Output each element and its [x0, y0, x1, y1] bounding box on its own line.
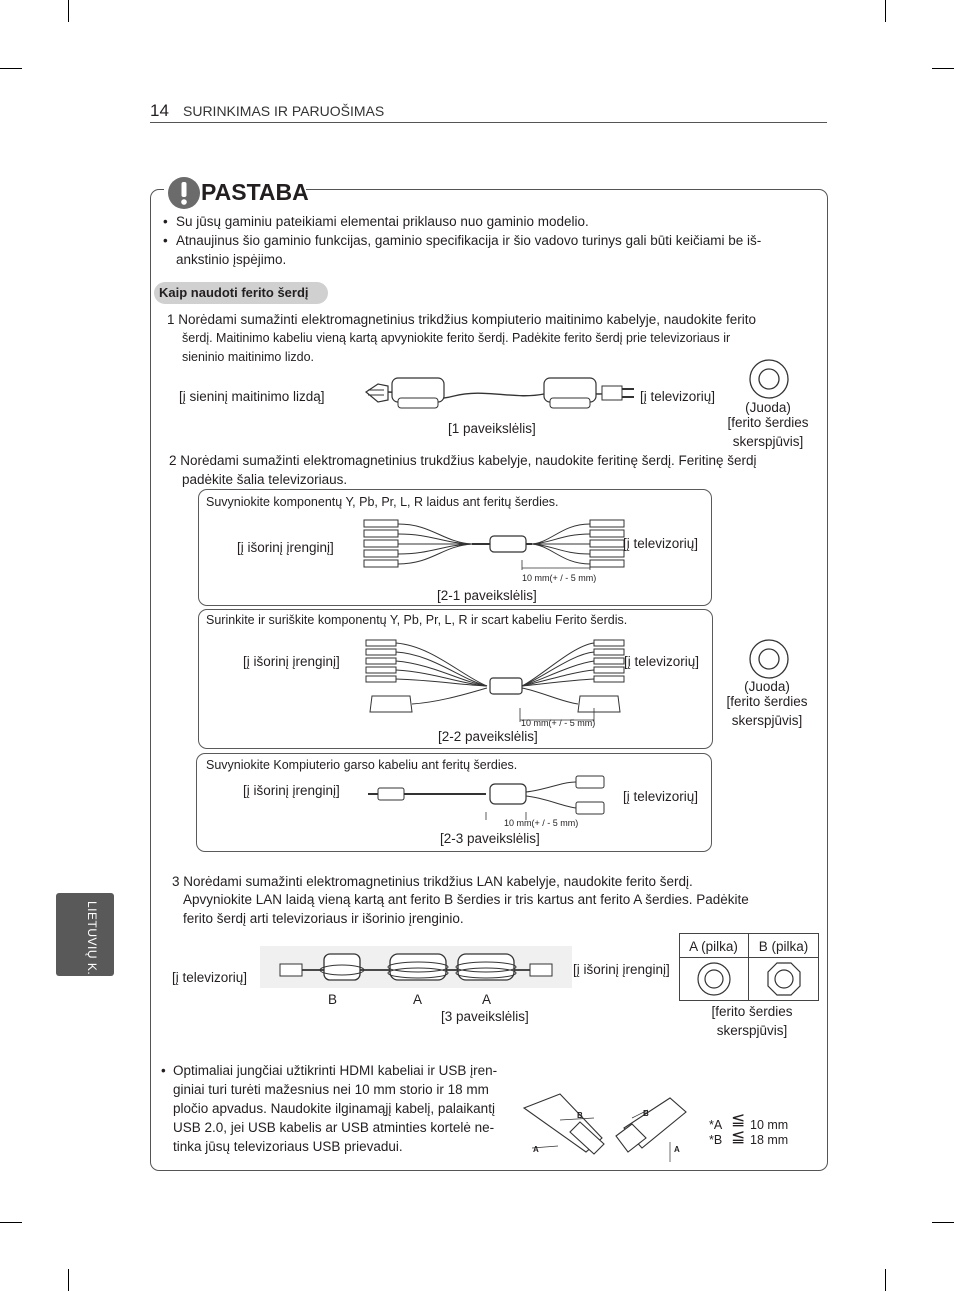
warning-icon — [167, 176, 201, 210]
hdmi-line: giniai turi turėti mažesnius nei 10 mm storio ir 18 mm — [173, 1082, 489, 1097]
spec-a-key: *A — [709, 1118, 723, 1132]
fig-2-3-title: Suvyniokite Kompiuterio garso kabeliu ant feritų šerdies. — [206, 758, 518, 772]
usb-fig-b: B — [643, 1109, 649, 1118]
crop-mark — [68, 1269, 69, 1291]
step3-label-right: [į išorinį įrenginį] — [573, 962, 670, 977]
hdmi-fig-b: B — [577, 1111, 583, 1120]
note-title: PASTABA — [201, 179, 309, 205]
step1-line: 1 Norėdami sumažinti elektromagnetinius trikdžius kompiuterio maitinimo kabelyje, naudokite ferito — [167, 312, 757, 327]
core-table-head-a: A (pilka) — [689, 939, 738, 954]
audio-cable-figure — [366, 772, 616, 822]
fig-2-2-right: [į televizorių] — [624, 654, 700, 669]
spec-b-key: *B — [709, 1133, 723, 1147]
step3-core-label: skerspjūvis] — [716, 1023, 788, 1038]
ferrite-core-a-icon — [696, 961, 732, 997]
fig-2-1-left: [į išorinį įrenginį] — [237, 540, 334, 555]
fig-2-1-dim: 10 mm(+ / - 5 mm) — [522, 573, 597, 583]
step1-core-label: skerspjūvis] — [732, 434, 804, 449]
step2-line: padėkite šalia televizoriaus. — [182, 472, 348, 487]
fig-2-1-caption: [2-1 paveikslėlis] — [437, 588, 537, 603]
step1-line: sieninio maitinimo lizdo. — [182, 350, 315, 364]
step1-label-right: [į televizorių] — [640, 389, 716, 404]
hdmi-line: tinka jūsų televizoriaus USB prievadui. — [173, 1139, 403, 1154]
crop-mark — [0, 1222, 22, 1223]
ferrite-core-black-icon — [748, 638, 790, 680]
hdmi-fig-a: A — [533, 1145, 539, 1154]
scart-cable-figure — [362, 636, 630, 726]
ferrite-core-black-icon — [748, 358, 790, 400]
section-title: SURINKIMAS IR PARUOŠIMAS — [183, 103, 385, 119]
note-bullet: Su jūsų gaminiu pateikiami elementai priklauso nuo gaminio modelio. — [176, 214, 589, 229]
step3-core-label: [ferito šerdies — [711, 1004, 793, 1019]
crop-mark — [932, 68, 954, 69]
fig-2-3-caption: [2-3 paveikslėlis] — [440, 831, 540, 846]
step1-core-label: [ferito šerdies — [727, 415, 809, 430]
fig-2-2-caption: [2-2 paveikslėlis] — [438, 729, 538, 744]
fig-2-3-left: [į išorinį įrenginį] — [243, 783, 340, 798]
hdmi-line: Optimaliai jungčiai užtikrinti HDMI kabeliai ir USB įren- — [173, 1063, 498, 1078]
fig-2-2-dim: 10 mm(+ / - 5 mm) — [521, 718, 596, 728]
step2-line: 2 Norėdami sumažinti elektromagnetinius trukdžius kabelyje, naudokite feritinę šerdį. Feritinę šerdį — [169, 453, 757, 468]
hdmi-line: USB 2.0, jei USB kabelis ar USB atminties kortelė ne- — [173, 1120, 495, 1135]
bullet-dot: • — [161, 1063, 166, 1078]
note-bullet: Atnaujinus šio gaminio funkcijas, gaminio specifikacija ir šio vadovo turinys gali būti keičiami be iš- — [176, 233, 762, 248]
subheading: Kaip naudoti ferito šerdį — [159, 285, 309, 300]
step1-line: šerdį. Maitinimo kabeliu vieną kartą apvyniokite ferito šerdį. Padėkite ferito šerdį prie televizoriaus ir — [182, 331, 731, 345]
step3-label-left: [į televizorių] — [172, 970, 248, 985]
crop-mark — [68, 0, 69, 22]
hdmi-usb-figure — [520, 1088, 696, 1164]
fig-2-3-dim: 10 mm(+ / - 5 mm) — [504, 818, 579, 828]
step3-marker-b: B — [328, 992, 338, 1007]
crop-mark — [885, 0, 886, 22]
hdmi-line: pločio apvadus. Naudokite ilginamąjį kabelį, palaikantį — [173, 1101, 495, 1116]
core-table-hrule — [679, 957, 818, 958]
language-tab-label: LIETUVIŲ K. — [85, 901, 99, 976]
fig-2-2-title: Surinkite ir suriškite komponentų Y, Pb, Pr, L, R ir scart kabeliu Ferito šerdis. — [206, 613, 628, 627]
fig-2-1-title: Suvyniokite komponentų Y, Pb, Pr, L, R laidus ant feritų šerdies. — [206, 495, 559, 509]
language-tab — [56, 893, 114, 976]
step3-line: 3 Norėdami sumažinti elektromagnetinius trikdžius LAN kabelyje, naudokite ferito šerdį. — [172, 874, 693, 889]
step3-marker-a: A — [413, 992, 423, 1007]
page-number: 14 — [150, 101, 169, 120]
step2-core-label: skerspjūvis] — [731, 713, 803, 728]
lan-cable-figure — [260, 946, 572, 988]
step2-core-color: (Juoda) — [744, 679, 790, 694]
spec-a-value: 10 mm — [750, 1118, 789, 1132]
step3-caption: [3 paveikslėlis] — [441, 1009, 529, 1024]
step3-marker-a: A — [482, 992, 492, 1007]
bullet-dot: • — [163, 233, 168, 248]
crop-mark — [0, 68, 22, 69]
step1-caption: [1 paveikslėlis] — [448, 421, 536, 436]
ferrite-core-b-icon — [766, 961, 802, 997]
step1-label-left: [į sieninį maitinimo lizdą] — [179, 389, 325, 404]
core-table-head-b: B (pilka) — [758, 939, 809, 954]
step2-core-label: [ferito šerdies — [726, 694, 808, 709]
note-bullet-cont: ankstinio įspėjimo. — [176, 252, 287, 267]
crop-mark — [932, 1222, 954, 1223]
power-cable-figure — [364, 370, 636, 414]
fig-2-2-left: [į išorinį įrenginį] — [243, 654, 340, 669]
crop-mark — [885, 1269, 886, 1291]
fig-2-1-right: [į televizorių] — [623, 536, 699, 551]
component-cable-figure — [362, 516, 628, 576]
step3-line: Apvyniokite LAN laidą vieną kartą ant ferito B šerdies ir tris kartus ant ferito A šerdies. Padėkite — [183, 892, 749, 907]
fig-2-3-right: [į televizorių] — [623, 789, 699, 804]
usb-fig-a: A — [674, 1145, 680, 1154]
bullet-dot: • — [163, 214, 168, 229]
step1-core-color: (Juoda) — [745, 400, 791, 415]
spec-le-symbol: ≦ — [731, 1110, 746, 1129]
header-rule — [150, 122, 827, 123]
spec-b-value: 18 mm — [750, 1133, 789, 1147]
step3-line: ferito šerdį arti televizoriaus ir išorinio įrenginio. — [183, 911, 464, 926]
spec-le-symbol: ≦ — [731, 1127, 746, 1146]
